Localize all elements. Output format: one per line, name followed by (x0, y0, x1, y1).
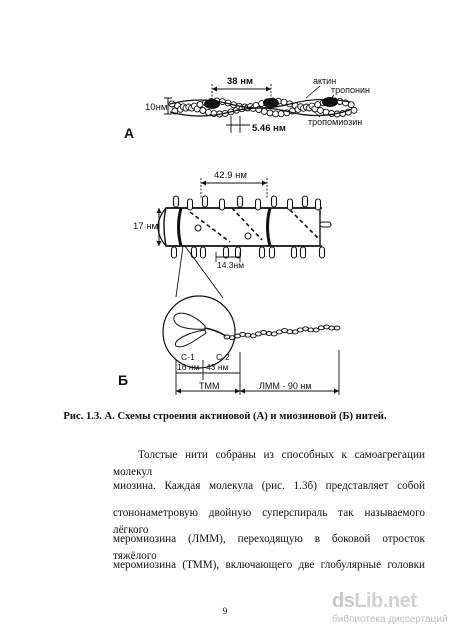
actin-monomer (267, 110, 273, 116)
label-diameter-a: 10нм (145, 102, 168, 113)
helix-line (190, 212, 230, 242)
label-17nm: 17 нм (133, 221, 158, 232)
myosin-head (203, 196, 208, 207)
myosin-head (316, 199, 321, 210)
actin-monomer (315, 102, 321, 108)
myosin-head (292, 247, 297, 258)
myosin-head (320, 247, 325, 258)
filament-body (164, 208, 320, 246)
helix-line (290, 210, 318, 238)
actin-monomer (278, 111, 284, 117)
troponin-complex (322, 97, 338, 107)
myosin-head (224, 247, 229, 258)
thick-filament (158, 196, 331, 258)
label-lmm: ЛММ - 90 нм (259, 381, 312, 391)
leader-line (306, 86, 320, 98)
myosin-head (256, 199, 261, 210)
actin-monomer (197, 102, 203, 108)
label-429nm: 42.9 нм (214, 170, 247, 181)
watermark-brand-ds: ds (332, 590, 355, 612)
myosin-head (270, 247, 275, 258)
label-38nm: 38 нм (227, 76, 253, 87)
figure-caption: Рис. 1.3. А. Схемы строения актиновой (А) и миозиновой (Б) нитей. (63, 411, 387, 422)
myosin-head (272, 196, 277, 207)
s2-neck (205, 328, 226, 336)
paragraph-line-1: Толстые нити собраны из способных к самоагрегации молекул (113, 449, 425, 478)
myosin-head (201, 247, 206, 258)
myosin-head (288, 199, 293, 210)
helix-line (232, 208, 262, 240)
actin-monomer (200, 108, 206, 114)
myosin-head (238, 196, 243, 207)
panel-b-letter: Б (118, 372, 129, 388)
label-16nm: 16 нм (177, 362, 200, 372)
page-number: 9 (222, 606, 228, 616)
paragraph-line-5: меромиозина (ТММ), включающего две глобулярные головки (113, 559, 425, 571)
watermark-subtitle: библиотека диссертаций (332, 614, 448, 625)
surface-head (245, 233, 251, 239)
actin-monomer (205, 109, 211, 115)
label-143nm: 14.3нм (217, 260, 245, 270)
myosin-head (172, 247, 177, 258)
troponin-complex (204, 99, 220, 109)
paragraph-line-3: стононаметровую двойную суперспираль так называемого лёгкого (113, 507, 425, 536)
panel-a-letter: A (124, 125, 135, 141)
crown-band (179, 208, 182, 246)
actin-filament (169, 97, 357, 117)
label-actin: актин (313, 76, 337, 86)
actin-monomer (261, 108, 267, 114)
myosin-head (320, 222, 331, 227)
actin-monomer (351, 107, 357, 113)
myosin-head (303, 196, 308, 207)
myosin-head (188, 199, 193, 210)
label-s1: С-1 (181, 352, 195, 362)
s1-head (175, 330, 206, 347)
myosin-head (220, 199, 225, 210)
paragraph-line-4: меромиозина (ЛММ), переходящую в боковой отросток тяжёлого (113, 533, 425, 562)
actin-monomer (348, 102, 354, 108)
actin-monomer (317, 107, 323, 113)
myosin-molecule (174, 313, 226, 347)
label-s2: С-2 (216, 352, 230, 362)
watermark-logo (332, 590, 416, 613)
label-tropomyosin: тропомиозин (308, 117, 363, 127)
myosin-head (260, 247, 265, 258)
label-troponin: тропонин (331, 85, 370, 95)
s1-head (174, 313, 205, 329)
label-hmm: ТММ (199, 381, 220, 391)
actin-monomer (273, 111, 279, 117)
watermark-brand-lib: Lib.net (354, 590, 417, 612)
label-546nm: 5.46 нм (252, 123, 286, 134)
label-43nm: 43 нм (206, 362, 229, 372)
surface-head (195, 225, 201, 231)
paragraph-line-2: миозина. Каждая молекула (рис. 1.3б) представляет собой (113, 480, 425, 492)
watermark (332, 590, 448, 630)
crown-band (268, 208, 271, 246)
actin-monomer (281, 99, 287, 105)
myosin-head (174, 196, 179, 207)
lmm-rod (224, 325, 340, 340)
myosin-head (301, 247, 306, 258)
